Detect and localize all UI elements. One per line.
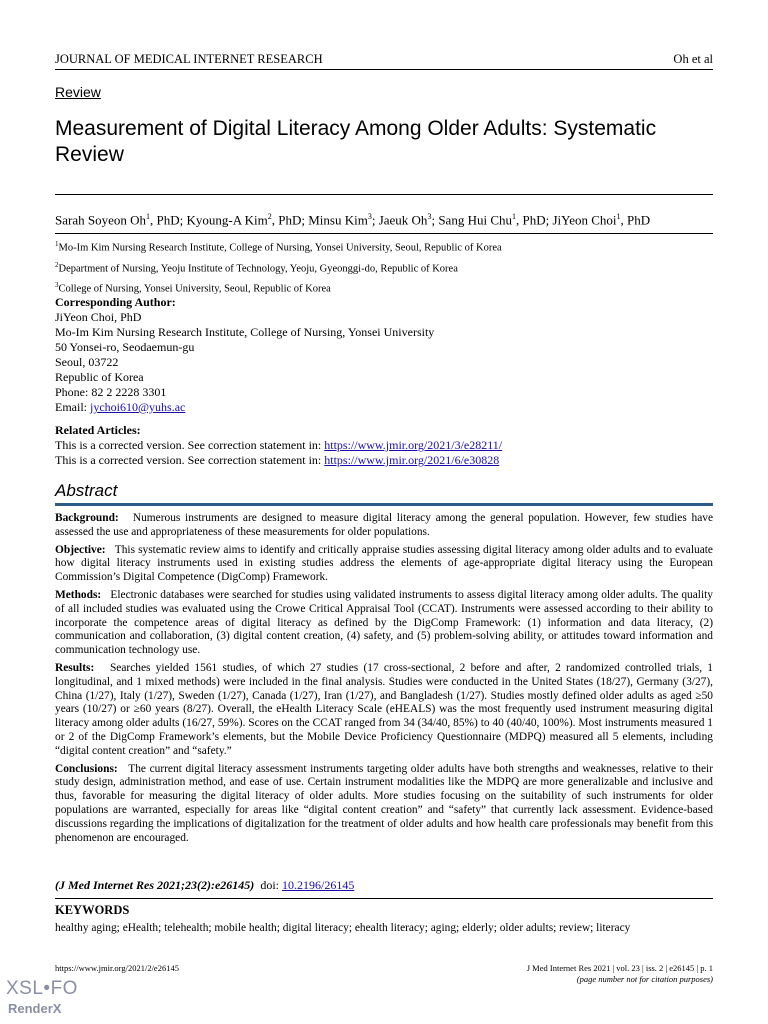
renderx-logo: RenderX (8, 1001, 62, 1016)
abstract-heading: Abstract (55, 481, 118, 500)
corresponding-author (55, 295, 434, 415)
email-link[interactable]: jychoi610@yuhs.ac (90, 400, 186, 414)
abstract-conclusions: Conclusions: The current digital literacy assessment instruments targeting older adults have both strengths and weaknesses, relative to their study design, administration method, and ease of use. Certain instrument modalities like the MDPQ are more generalizable and inclusive and thus, favorable for measuring the digital literacy of older adults. More studies focusing on the suitability of such instruments for older populations are warranted, especially for areas like “digital content creation” and “safety” that currently lack assessment. Evidence-based discussions regarding the implications of digitalization for the treatment of older adults and how health care professionals may benefit from this phenomenon are encouraged. (55, 762, 713, 844)
footer-note: (page number not for citation purposes) (576, 974, 713, 984)
abstract-results: Results: Searches yielded 1561 studies, of which 27 studies (17 cross-sectional, 2 before and after, 2 randomized controlled trials, 1 longitudinal, and 1 mixed methods) were included in the final analysis. Studies were conducted in the United States (18/27), Germany (3/27), China (1/27), Italy (1/27), Sweden (1/27), Canada (1/27), Iran (1/27), and Bangladesh (1/27). Studies mostly defined older adults as aged ≥50 years (10/27) or ≥60 years (8/27). Overall, the eHealth Literacy Scale (eHEALS) was the most frequently used instrument measuring digital literacy among older adults (16/27, 59%). Scores on the CCAT ranged from 34 (34/40, 85%) to 40 (40/40, 100%). Most instruments measured 1 or 2 of the DigComp Framework’s elements, but the Mobile Device Proficiency Questionnaire (MDPQ) measured all 5 elements, including “digital content creation” and “safety.” (55, 661, 713, 757)
abstract-body (55, 512, 713, 845)
title-rule (55, 194, 713, 195)
running-authors: Oh et al (673, 52, 713, 66)
author: Sang Hui Chu (438, 212, 512, 228)
corresponding-street: 50 Yonsei-ro, Seodaemun-gu (55, 340, 195, 354)
authors-rule (55, 233, 713, 234)
related-articles (55, 423, 502, 468)
corresponding-country: Republic of Korea (55, 370, 144, 384)
affiliation: $^3$College of Nursing, Yonsei University, Seoul, Republic of Korea (55, 281, 331, 295)
abstract-methods: Methods: Electronic databases were searched for studies using validated instruments to assess digital literacy among older adults. The quality of all included studies was evaluated using the Crowe Critical Appraisal Tool (CCAT). Instruments were assessed according to their ability to incorporate the competence areas of digital literacy as defined by the DigComp Framework: (1) information and data literacy, (2) communication and collaboration, (3) digital content creation, (4) safety, and (5) problem-solving ability, or attitudes toward information and communication technology use. (55, 588, 713, 657)
citation-line: (J Med Internet Res 2021;23(2):e26145) doi: 10.2196/26145 (55, 878, 355, 892)
corresponding-email-line: Email: jychoi610@yuhs.ac (55, 400, 186, 414)
abstract-rule (55, 503, 713, 506)
related-item: This is a corrected version. See correction statement in: https://www.jmir.org/2021/3/e28211/ (55, 438, 503, 452)
keywords-list: healthy aging; eHealth; telehealth; mobile health; digital literacy; ehealth literacy; aging; elderly; older adults; review; literacy (55, 922, 631, 934)
author: Jaeuk Oh (378, 212, 428, 228)
author: Minsu Kim (308, 212, 368, 228)
related-heading: Related Articles: (55, 423, 141, 437)
doi-link[interactable]: 10.2196/26145 (281, 878, 355, 892)
affiliation: $^2$Department of Nursing, Yeoju Institute of Technology, Yeoju, Gyeonggi-do, Republic of Korea (55, 260, 458, 274)
article-type: Review (55, 84, 101, 100)
abstract-background: Background: Numerous instruments are designed to measure digital literacy among the general population. However, few studies have assessed the use and appropriateness of these measurements for older populations. (55, 512, 713, 538)
corresponding-phone: Phone: 82 2 2228 3301 (55, 385, 167, 399)
affiliation: $^1$Mo-Im Kim Nursing Research Institute, College of Nursing, Yonsei University, Seoul, Republic of Korea (55, 240, 502, 254)
keywords-rule (55, 898, 713, 899)
header-rule (55, 69, 713, 70)
author: JiYeon Choi (552, 212, 617, 228)
related-item: This is a corrected version. See correction statement in: https://www.jmir.org/2021/6/e30828 (55, 453, 500, 467)
keywords-heading: KEYWORDS (55, 903, 130, 917)
corresponding-heading: Corresponding Author: (55, 295, 176, 309)
correction-link[interactable]: https://www.jmir.org/2021/6/e30828 (324, 453, 500, 467)
corresponding-name: JiYeon Choi, PhD (55, 310, 142, 324)
citation-text: (J Med Internet Res 2021;23(2):e26145) (55, 878, 255, 892)
corresponding-institute: Mo-Im Kim Nursing Research Institute, College of Nursing, Yonsei University (55, 325, 435, 339)
footer-reference: J Med Internet Res 2021 | vol. 23 | iss. 2 | e26145 | p. 1 (526, 963, 713, 973)
abstract-objective: Objective: This systematic review aims to identify and critically appraise studies assessing digital literacy among older adults and to evaluate how digital literacy instruments used in existing studies address the elements of age-appropriate digital literacy using the European Commission’s Digital Competence (DigComp) Framework. (55, 543, 713, 584)
author: Kyoung-A Kim (186, 212, 268, 228)
author: Sarah Soyeon Oh (55, 212, 146, 228)
corresponding-city: Seoul, 03722 (55, 355, 119, 369)
article-title: Measurement of Digital Literacy Among Older Adults: Systematic Review (55, 117, 657, 166)
author-list: Sarah Soyeon Oh$^1$, PhD; Kyoung-A Kim$^2$, PhD; Minsu Kim$^3$; Jaeuk Oh$^3$; Sang Hui Chu$^1$, PhD; JiYeon Choi$^1$, PhD (55, 212, 651, 228)
journal-name: JOURNAL OF MEDICAL INTERNET RESEARCH (55, 52, 323, 66)
correction-link[interactable]: https://www.jmir.org/2021/3/e28211/ (324, 438, 503, 452)
affiliations (55, 236, 502, 298)
xslfo-logo: XSL•FO (6, 978, 78, 999)
footer-url: https://www.jmir.org/2021/2/e26145 (55, 963, 179, 973)
